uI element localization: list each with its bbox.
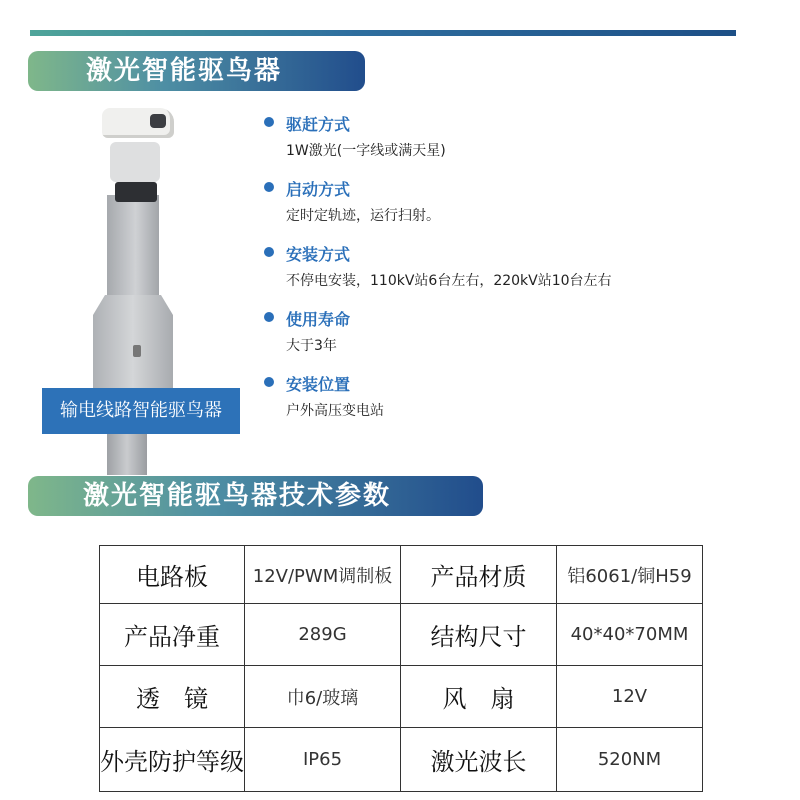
bullet-icon bbox=[264, 182, 274, 192]
spec-table bbox=[99, 545, 703, 792]
table-row bbox=[100, 728, 703, 792]
spec-value: 289G bbox=[245, 604, 401, 666]
bullet-icon bbox=[264, 312, 274, 322]
spec-key: 产品净重 bbox=[100, 604, 245, 666]
spec-key: 产品材质 bbox=[401, 546, 557, 604]
spec-key: 结构尺寸 bbox=[401, 604, 557, 666]
feature-title: 驱赶方式 bbox=[286, 115, 351, 134]
feature-desc: 户外高压变电站 bbox=[286, 403, 384, 419]
spec-title: 激光智能驱鸟器技术参数 bbox=[83, 481, 392, 511]
bullet-icon bbox=[264, 247, 274, 257]
feature-desc: 定时定轨迹，运行扫射。 bbox=[286, 208, 440, 224]
spec-value: 铝6061/铜H59 bbox=[557, 546, 703, 604]
table-row bbox=[100, 666, 703, 728]
product-title-banner bbox=[28, 51, 365, 91]
feature-title: 使用寿命 bbox=[286, 310, 351, 329]
spec-title-banner bbox=[28, 476, 483, 516]
feature-desc: 不停电安装，110kV站6台左右，220kV站10台左右 bbox=[286, 273, 612, 289]
spec-value: 12V/PWM调制板 bbox=[245, 546, 401, 604]
table-row bbox=[100, 546, 703, 604]
spec-value: 520NM bbox=[557, 728, 703, 792]
feature-title: 启动方式 bbox=[286, 180, 351, 199]
spec-key: 风 扇 bbox=[401, 666, 557, 728]
table-row bbox=[100, 604, 703, 666]
top-divider bbox=[30, 30, 736, 36]
lens-icon bbox=[150, 114, 166, 128]
spec-key: 激光波长 bbox=[401, 728, 557, 792]
spec-value: 40*40*70MM bbox=[557, 604, 703, 666]
spec-key: 外壳防护等级 bbox=[100, 728, 245, 792]
image-caption: 输电线路智能驱鸟器 bbox=[42, 388, 240, 434]
feature-title: 安装方式 bbox=[286, 245, 351, 264]
spec-value: 12V bbox=[557, 666, 703, 728]
lock-icon bbox=[133, 345, 141, 357]
feature-desc: 大于3年 bbox=[286, 338, 337, 354]
feature-title: 安装位置 bbox=[286, 375, 351, 394]
bullet-icon bbox=[264, 377, 274, 387]
spec-key: 电路板 bbox=[100, 546, 245, 604]
product-title: 激光智能驱鸟器 bbox=[86, 56, 283, 86]
bullet-icon bbox=[264, 117, 274, 127]
spec-value: 巾6/玻璃 bbox=[245, 666, 401, 728]
feature-desc: 1W激光(一字线或满天星) bbox=[286, 143, 446, 159]
spec-value: IP65 bbox=[245, 728, 401, 792]
spec-key: 透 镜 bbox=[100, 666, 245, 728]
